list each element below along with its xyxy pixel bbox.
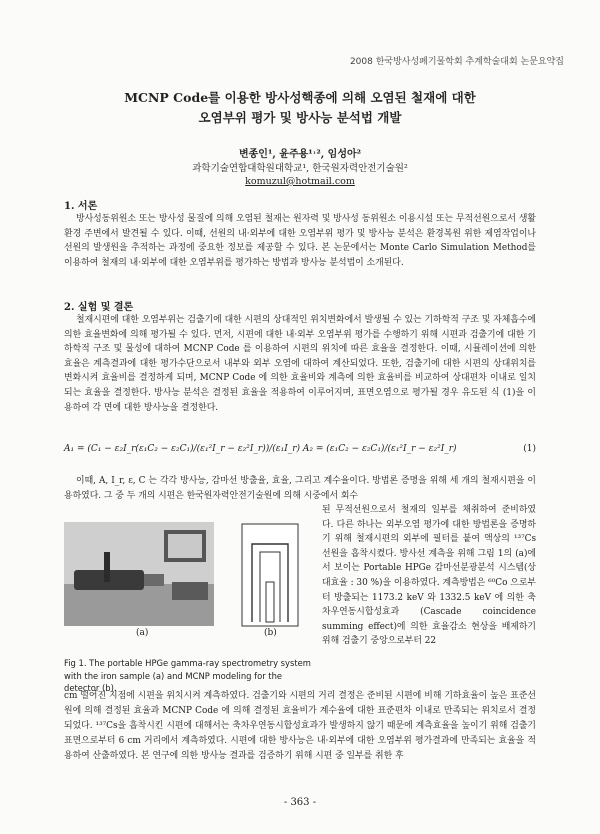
- paper-title-line-1: MCNP Code를 이용한 방사성핵종에 의해 오염된 철재에 대한: [124, 90, 476, 105]
- page-number: - 363 -: [283, 797, 317, 808]
- section-heading-methods: 2. 실험 및 결론: [64, 302, 134, 313]
- paper-title-line-2: 오염부위 평가 및 방사능 분석법 개발: [198, 110, 402, 125]
- figure-1-caption: Fig 1. The portable HPGe gamma-ray spectrometry system with the iron sample (a) and MCNP modeling for the detector (b).: [64, 658, 311, 694]
- figure-1: [64, 522, 314, 640]
- proceedings-header: 2008 한국방사성폐기물학회 추계학술대회 논문요약집: [349, 57, 564, 67]
- author-email: komuzul@hotmail.com: [245, 176, 355, 187]
- intro-paragraph: 방사성동위원소 또는 방사성 물질에 의해 오염된 철재는 원자력 및 방사성 동위원소 이용시설 또는 무적선원으로서 생활환경 주변에서 발견될 수 있다. 이때, 선원의 내·외부에 대한 오염부위 평가 및 방사능 분석은 환경복원 위한 제염작업이나 선원의 발생원을 추적하는 과정에 중요한 정보를 제공할 수 있다. 본 논문에서는 Monte Carlo Simulation Method를 이용하여 철재의 내·외부에 대한 오염부위를 평가하는 방법과 방사능 분석법이 소개된다.: [64, 214, 536, 268]
- figure-1b-label: (b): [264, 628, 277, 638]
- bottom-paragraph: cm 떨어진 지점에 시편을 위치시켜 계측하였다. 검출기와 시편의 거리 결정은 준비된 시편에 비해 기하효율이 높은 표준선원에 의해 결정된 효율과 MCNP Code 에 의해 결정된 효율비가 계수율에 대한 표준편차 이내로 만족되는 위치로서 결정되었다. ¹³⁷Cs을 흡착시킨 시편에 대해서는 축차우연동시합성효과가 발생하지 않기 때문에 계측효율을 높이기 위해 검출기 표면으로부터 6 cm 거리에서 계측하였다. 시편에 대한 방사능은 내·외부에 대한 오염부위 평가결과에 만족되는 효율을 적용하여 산출하였다. 본 연구에 의한 방사능 결과를 검증하기 위해 시편 중 일부를 취한 후: [64, 691, 536, 761]
- section-heading-intro: 1. 서론: [64, 201, 98, 212]
- figure-1-graphic: [64, 522, 314, 640]
- figure-1a-label: (a): [136, 628, 149, 638]
- equation-1: [64, 444, 536, 462]
- author-list: 변종인¹, 윤주용¹˒², 임성아²: [238, 149, 362, 160]
- equation-body: A₁ = (C₁ − ε₂I_r(ε₁C₂ − ε₂C₁)/(ε₁²I_r − ε₂²I_r))/(ε₁I_r) A₂ = (ε₁C₂ − ε₂C₁)/(ε₁²I_r − ε₂²I_r): [64, 444, 457, 454]
- after-equation-paragraph: 이때, A, I_r, ε, C 는 각각 방사능, 감마선 방출율, 효율, 그리고 계수율이다. 방법론 증명을 위해 세 개의 철재시편을 이용하였다. 그 중 두 개의 시편은 한국원자력안전기술원에 의해 시중에서 회수: [64, 476, 536, 501]
- figure-1b-mcnp-model: [242, 524, 298, 626]
- right-column-paragraph: 된 무적선원으로서 철재의 일부를 채취하여 준비하였다. 다른 하나는 외부오염 평가에 대한 방법론을 증명하기 위해 철재시편의 외부에 필터를 붙여 액상의 ¹³⁷Cs 선원을 흡착시켰다. 방사선 계측을 위해 그림 1의 (a)에서 보이는 Portable HPGe 감마선분광분석 시스템(상대효율 : 30 %)을 이용하였다. 계측방법은 ⁶⁰Co 으로부터 방출되는 1173.2 keV 와 1332.5 keV 에 의한 축차우연동시합성효과 (Cascade coincidence summing effect)에 의한 효율감소 현상을 배제하기 위해 검출기 중앙으로부터 22: [322, 505, 536, 647]
- affiliations: 과학기술연합대학원대학교¹, 한국원자력안전기술원²: [192, 163, 408, 174]
- methods-paragraph: 철재시편에 대한 오염부위는 검출기에 대한 시편의 상대적인 위치변화에서 발생될 수 있는 기하학적 구조 및 자체흡수에 의한 효율변화에 의해 평가될 수 있다. 먼저, 시편에 대한 내·외부 오염부위 평가를 수행하기 위해 시편과 검출기에 대한 기하학적 구조 및 물성에 대하여 MCNP Code 를 이용하여 시편의 위치에 따른 효율을 결정한다. 이때, 시뮬레이션에 의한 효율은 계측결과에 대한 평가수단으로서 내부와 외부 오염에 대하여 계산되었다. 또한, 검출기에 대한 시편의 상대위치를 변화시켜 효율비를 결정하게 되며, MCNP Code 에 의한 효율비와 계측에 의한 효율비를 비교하여 상대편차 이내로 일치되는 효율을 결정한다. 방사능 분석은 결정된 효율을 적용하여 이루어지며, 표면오염으로 평가될 경우 유도된 식 (1)을 이용하여 각 면에 대한 방사능을 결정한다.: [64, 315, 536, 413]
- figure-1a-photo: [64, 522, 214, 626]
- equation-number: (1): [523, 444, 536, 454]
